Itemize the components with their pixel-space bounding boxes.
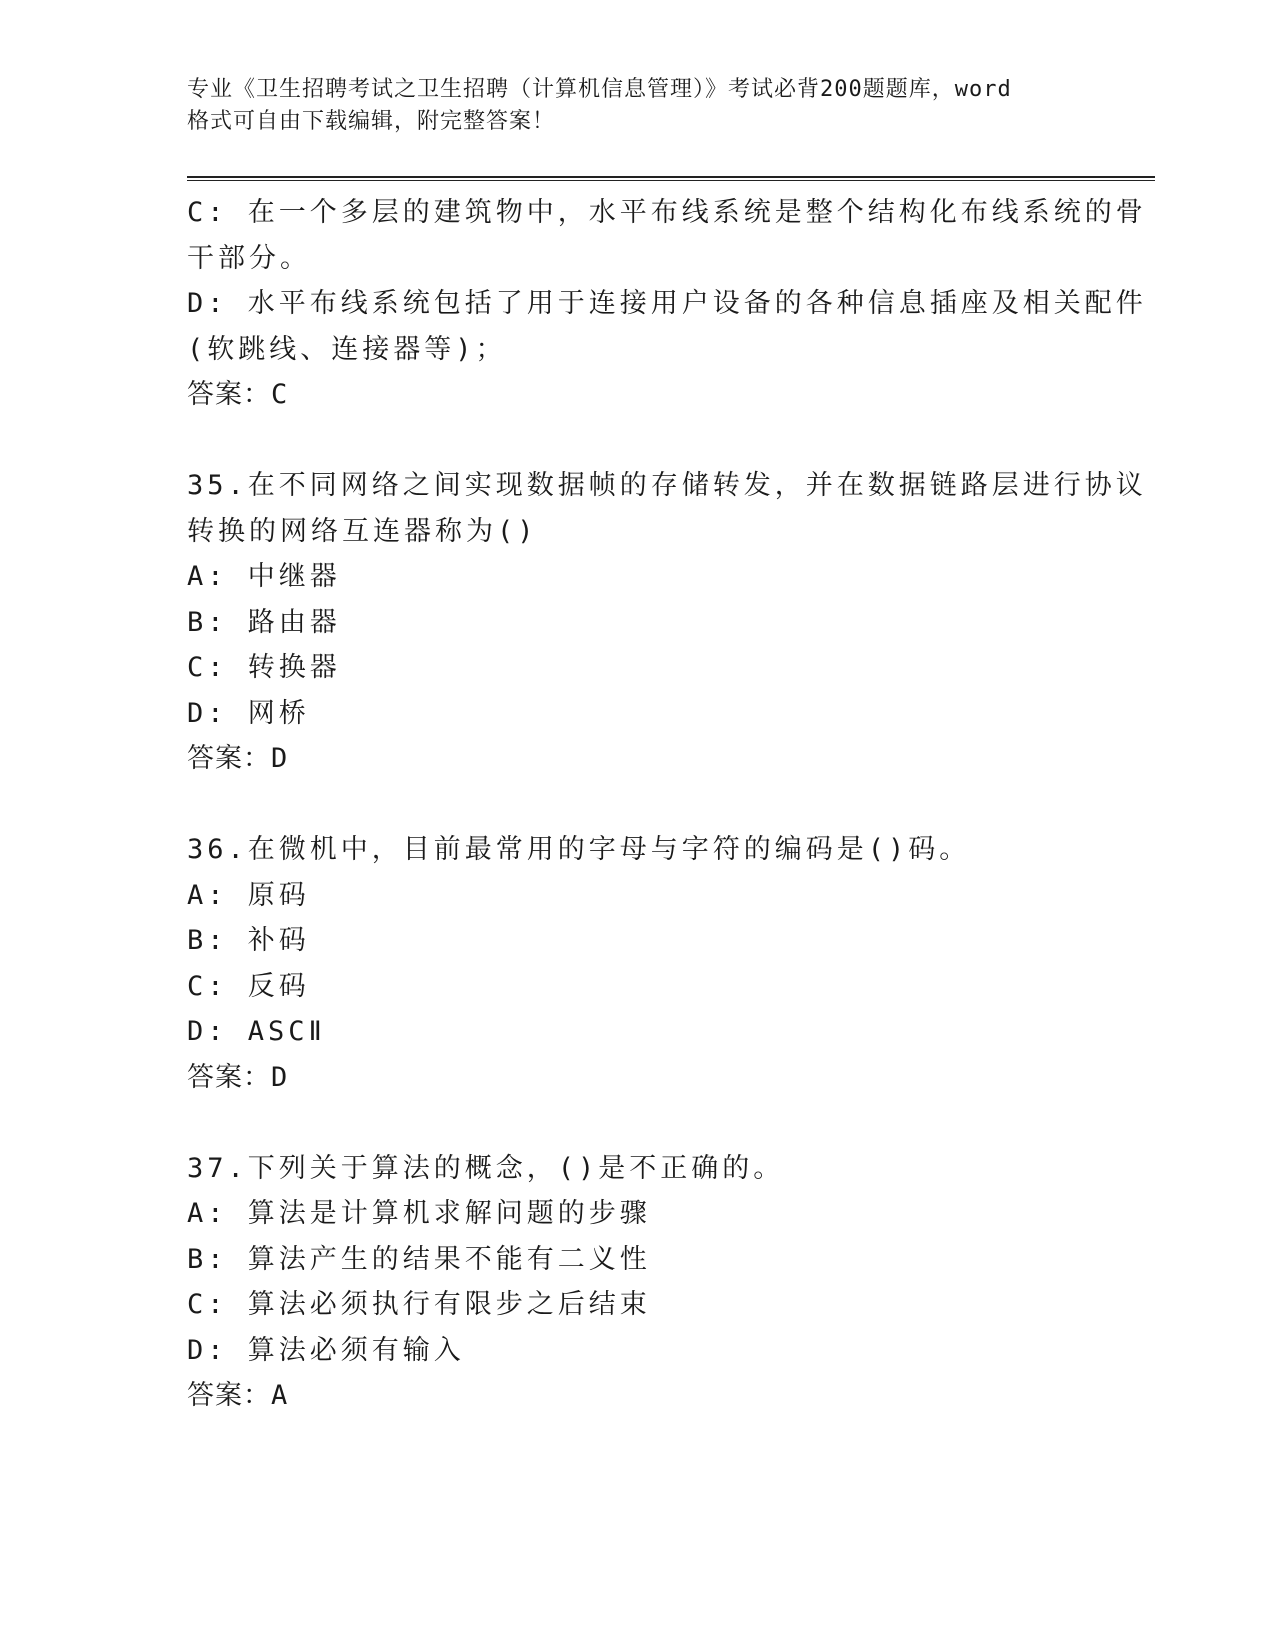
option-a: A: 算法是计算机求解问题的步骤: [187, 1198, 651, 1229]
question-stem: 37.下列关于算法的概念，()是不正确的。: [187, 1152, 785, 1184]
option-b: B: 算法产生的结果不能有二义性: [187, 1243, 651, 1275]
spacer: [187, 1100, 1087, 1146]
answer: 答案：C: [187, 379, 289, 410]
option-c: C: 算法必须执行有限步之后结束: [187, 1289, 651, 1320]
header-title-line-1: 专业《卫生招聘考试之卫生招聘（计算机信息管理）》考试必背200题题库，word: [187, 77, 1012, 102]
spacer: [187, 782, 1087, 828]
option-b: B: 路由器: [187, 606, 341, 638]
option-b: B: 补码: [187, 925, 310, 956]
question-content: [187, 190, 1147, 1419]
answer: 答案：D: [187, 1061, 289, 1093]
option-d: D: 网桥: [187, 697, 310, 729]
header-divider: [187, 176, 1155, 181]
spacer: [187, 418, 1087, 464]
option-c: C: 在一个多层的建筑物中，水平布线系统是整个结构化布线系统的骨: [187, 197, 1147, 228]
option-a: A: 原码: [187, 879, 310, 911]
question-35: [187, 463, 1147, 782]
option-a: A: 中继器: [187, 561, 341, 592]
option-d: D: 算法必须有输入: [187, 1334, 465, 1366]
option-c: C: 反码: [187, 970, 310, 1002]
option-c-continued: 干部分。: [187, 242, 311, 274]
question-stem: 35.在不同网络之间实现数据帧的存储转发，并在数据链路层进行协议: [187, 470, 1147, 501]
previous-question-tail: [187, 190, 1147, 418]
option-d: D: ASCⅡ: [187, 1016, 326, 1047]
question-stem: 36.在微机中，目前最常用的字母与字符的编码是()码。: [187, 834, 971, 865]
question-37: [187, 1146, 1087, 1419]
document-header: [187, 74, 1087, 138]
header-title-line-2: 格式可自由下载编辑，附完整答案！: [187, 109, 556, 134]
option-c: C: 转换器: [187, 652, 341, 683]
option-d-continued: (软跳线、连接器等)；: [187, 333, 507, 365]
answer: 答案：D: [187, 743, 289, 774]
answer: 答案：A: [187, 1380, 289, 1411]
option-d: D: 水平布线系统包括了用于连接用户设备的各种信息插座及相关配件: [187, 288, 1147, 319]
question-36: [187, 827, 1087, 1100]
question-stem-continued: 转换的网络互连器称为(): [187, 515, 538, 547]
